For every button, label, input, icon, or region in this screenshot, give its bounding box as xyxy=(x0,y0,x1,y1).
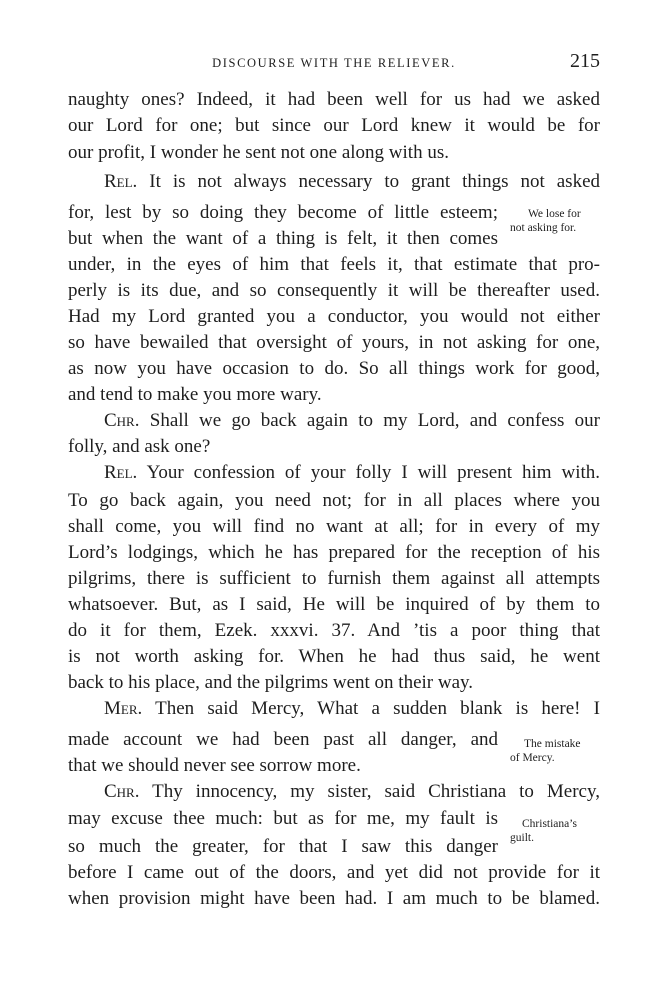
speaker-label: Chr. xyxy=(104,781,140,802)
text-line: when provision might have been had. I am much to be blamed. xyxy=(68,888,600,909)
text-line: our Lord for one; but since our Lord knew it would be for xyxy=(68,115,600,136)
speaker-label: Rel. xyxy=(104,462,138,483)
text-line: pilgrims, there is sufficient to furnish them against all attempts xyxy=(68,568,600,589)
text-line: is not worth asking for. When he had thus said, he went xyxy=(68,646,600,667)
margin-note: Christiana’s guilt. xyxy=(510,818,577,844)
text-line: Mer. Then said Mercy, What a sudden blank is here! I xyxy=(104,698,600,719)
text-line: whatsoever. But, as I said, He will be inquired of by them to xyxy=(68,594,600,615)
margin-note: The mistake of Mercy. xyxy=(510,738,581,764)
text-line: under, in the eyes of him that feels it, that estimate that pro- xyxy=(68,254,600,275)
running-head: DISCOURSE WITH THE RELIEVER. xyxy=(212,56,456,70)
text-line: Chr. Shall we go back again to my Lord, and confess our xyxy=(104,410,600,431)
text-line: back to his place, and the pilgrims went on their way. xyxy=(68,672,474,693)
text-line: for, lest by so doing they become of little esteem; xyxy=(68,202,498,223)
text-line: and tend to make you more wary. xyxy=(68,384,322,405)
speaker-label: Chr. xyxy=(104,410,140,431)
text-line: may excuse thee much: but as for me, my fault is xyxy=(68,808,498,829)
text-line: Rel. It is not always necessary to grant things not asked xyxy=(104,171,601,192)
text-line: shall come, you will find no want at all; for in every of my xyxy=(68,516,600,537)
text-line: Had my Lord granted you a conductor, you would not either xyxy=(68,306,600,327)
margin-note: We lose for not asking for. xyxy=(510,208,581,234)
speaker-label: Mer. xyxy=(104,698,143,719)
text-line: folly, and ask one? xyxy=(68,436,211,457)
text-line: before I came out of the doors, and yet did not provide for it xyxy=(68,862,600,883)
text-line: that we should never see sorrow more. xyxy=(68,755,361,776)
text-line: our profit, I wonder he sent not one along with us. xyxy=(68,142,449,163)
text-line: To go back again, you need not; for in all places where you xyxy=(68,490,600,511)
text-line: Rel. Your confession of your folly I will present him with. xyxy=(104,462,600,483)
speaker-label: Rel. xyxy=(104,171,138,192)
text-line: as now you have occasion to do. So all things work for good, xyxy=(68,358,600,379)
text-line: Lord’s lodgings, which he has prepared for the reception of his xyxy=(68,542,600,563)
page-number: 215 xyxy=(570,50,600,72)
text-line: Chr. Thy innocency, my sister, said Christiana to Mercy, xyxy=(104,781,600,802)
page-header xyxy=(68,50,600,80)
text-line: do it for them, Ezek. xxxvi. 37. And ’tis a poor thing that xyxy=(68,620,600,641)
text-line: naughty ones? Indeed, it had been well for us had we asked xyxy=(68,89,600,110)
text-line: so much the greater, for that I saw this danger xyxy=(68,836,498,857)
text-line: so have bewailed that oversight of yours, in not asking for one, xyxy=(68,332,600,353)
text-line: made account we had been past all danger, and xyxy=(68,729,498,750)
text-line: perly is its due, and so consequently it will be thereafter used. xyxy=(68,280,600,301)
text-line: but when the want of a thing is felt, it then comes xyxy=(68,228,498,249)
